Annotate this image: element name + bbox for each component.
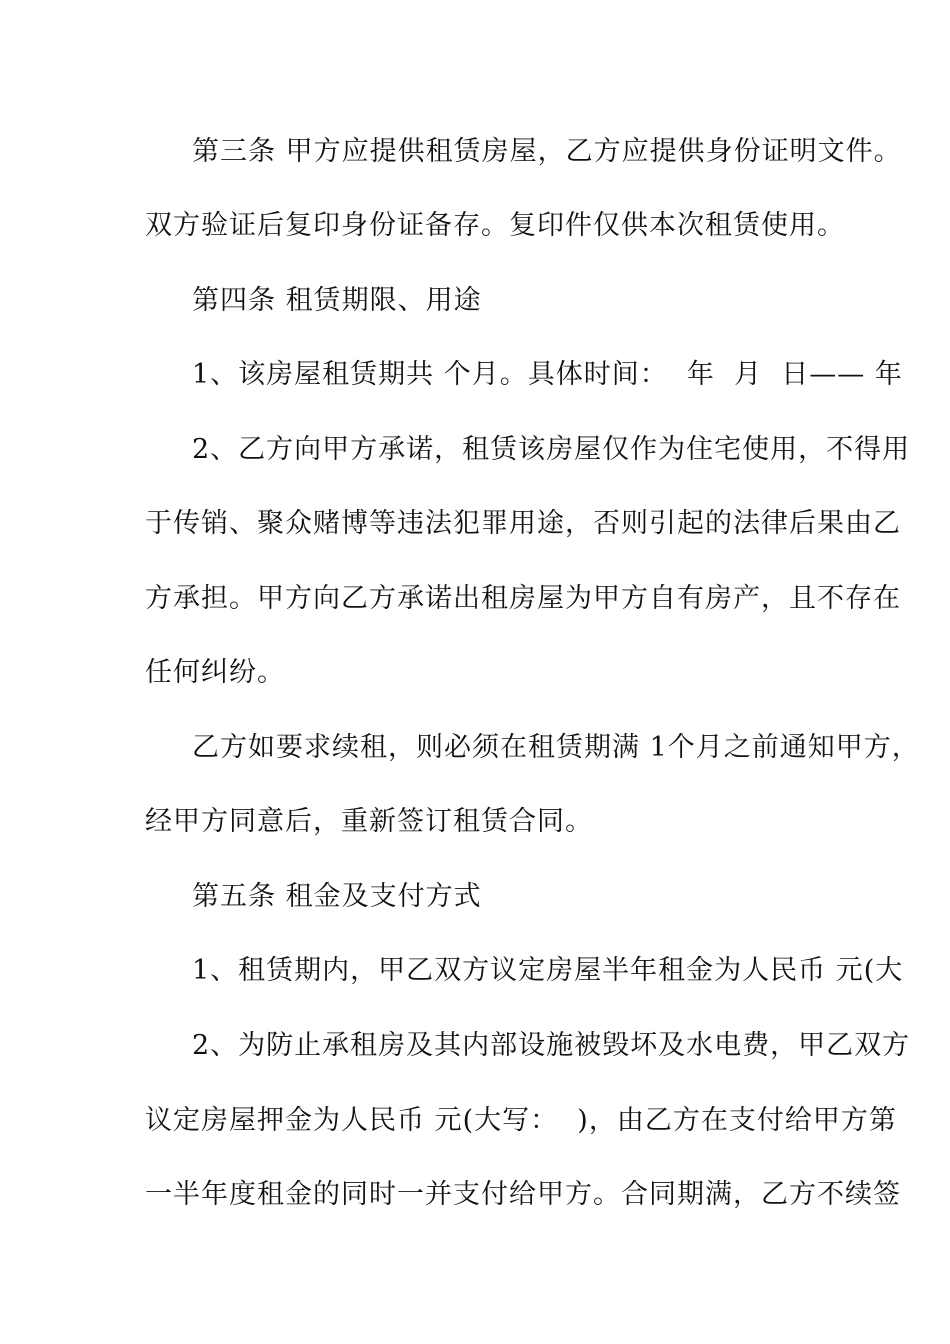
renewal-line-2: 经甲方同意后，重新签订租赁合同。 [145, 806, 593, 837]
article-5-item-1: 1、租赁期内，甲乙双方议定房屋半年租金为人民币 元(大 [192, 955, 904, 986]
renewal-line-1: 乙方如要求续租，则必须在租赁期满 1个月之前通知甲方， [192, 732, 920, 763]
article-4-item-2-line-4: 任何纠纷。 [145, 657, 285, 688]
article-3-line-2: 双方验证后复印身份证备存。复印件仅供本次租赁使用。 [145, 210, 845, 241]
article-3-line-1: 第三条 甲方应提供租赁房屋，乙方应提供身份证明文件。 [192, 136, 902, 167]
article-5-item-2-line-1: 2、为防止承租房及其内部设施被毁坏及水电费，甲乙双方 [192, 1030, 911, 1061]
article-5-item-2-line-2: 议定房屋押金为人民币 元(大写： )，由乙方在支付给甲方第 [145, 1105, 897, 1136]
article-4-item-1: 1、该房屋租赁期共 个月。具体时间： 年 月 日—— 年 [192, 359, 903, 390]
article-5-item-2-line-3: 一半年度租金的同时一并支付给甲方。合同期满，乙方不续签 [145, 1179, 901, 1210]
article-4-heading: 第四条 租赁期限、用途 [192, 285, 482, 316]
article-4-item-2-line-3: 方承担。甲方向乙方承诺出租房屋为甲方自有房产，且不存在 [145, 583, 901, 614]
article-4-item-2-line-1: 2、乙方向甲方承诺，租赁该房屋仅作为住宅使用，不得用 [192, 434, 911, 465]
article-4-item-2-line-2: 于传销、聚众赌博等违法犯罪用途，否则引起的法律后果由乙 [145, 508, 901, 539]
article-5-heading: 第五条 租金及支付方式 [192, 881, 482, 912]
